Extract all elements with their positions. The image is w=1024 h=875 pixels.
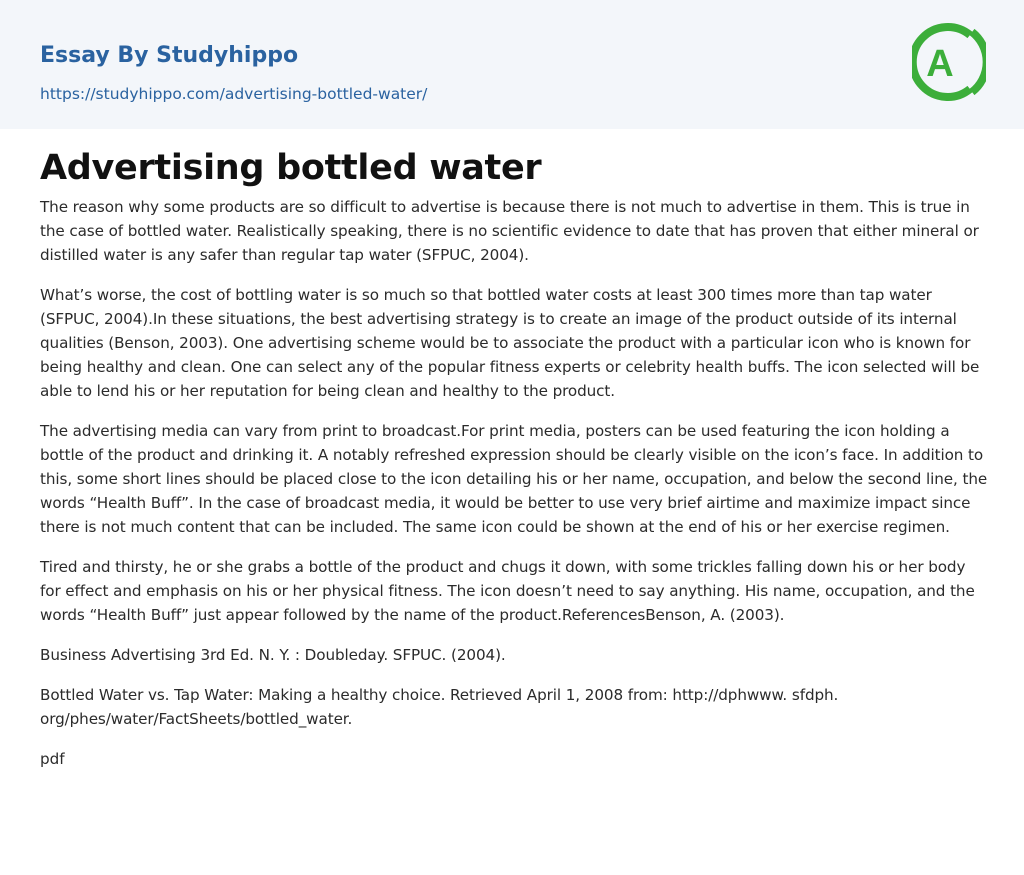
- studyhippo-logo-icon[interactable]: [912, 19, 986, 105]
- pdf-link[interactable]: pdf: [40, 750, 65, 768]
- reference-line-1: Business Advertising 3rd Ed. N. Y. : Doubleday. SFPUC. (2004).: [40, 646, 506, 664]
- reference-line-2: Bottled Water vs. Tap Water: Making a healthy choice. Retrieved April 1, 2008 from: http://dphwww. sfdph. org/phes/water/FactSheets/bottled_water.: [40, 686, 839, 728]
- article-paragraph-1: The reason why some products are so difficult to advertise is because there is not much to advertise in them. This is true in the case of bottled water. Realistically speaking, there is no scientific evidence to date that has proven that either mineral or distilled water is any safer than regular tap water (SFPUC, 2004).: [40, 198, 979, 264]
- article: [40, 145, 990, 771]
- article-paragraph-3: The advertising media can vary from print to broadcast.For print media, posters can be used featuring the icon holding a bottle of the product and drinking it. A notably refreshed expression should be clearly visible on the icon’s face. In addition to this, some short lines should be placed close to the icon detailing his or her name, occupation, and below the second line, the words “Health Buff”. In the case of broadcast media, it would be better to use very brief airtime and maximize impact since there is not much content that can be included. The same icon could be shown at the end of his or her exercise regimen.: [40, 422, 988, 536]
- site-header: [0, 0, 1024, 129]
- logo-letter: A: [926, 43, 954, 85]
- article-title: Advertising bottled water: [40, 148, 542, 188]
- site-brand[interactable]: Essay By Studyhippo: [40, 43, 299, 68]
- article-paragraph-4: Tired and thirsty, he or she grabs a bottle of the product and chugs it down, with some trickles falling down his or her body for effect and emphasis on his or her physical fitness. The icon doesn’t need to say anything. His name, occupation, and the words “Health Buff” just appear followed by the name of the product.ReferencesBenson, A. (2003).: [40, 558, 975, 624]
- page-url-link[interactable]: https://studyhippo.com/advertising-bottled-water/: [40, 85, 428, 103]
- article-paragraph-2: What’s worse, the cost of bottling water is so much so that bottled water costs at least 300 times more than tap water (SFPUC, 2004).In these situations, the best advertising strategy is to create an image of the product outside of its internal qualities (Benson, 2003). One advertising scheme would be to associate the product with a particular icon who is known for being healthy and clean. One can select any of the popular fitness experts or celebrity health buffs. The icon selected will be able to lend his or her reputation for being clean and healthy to the product.: [40, 286, 980, 400]
